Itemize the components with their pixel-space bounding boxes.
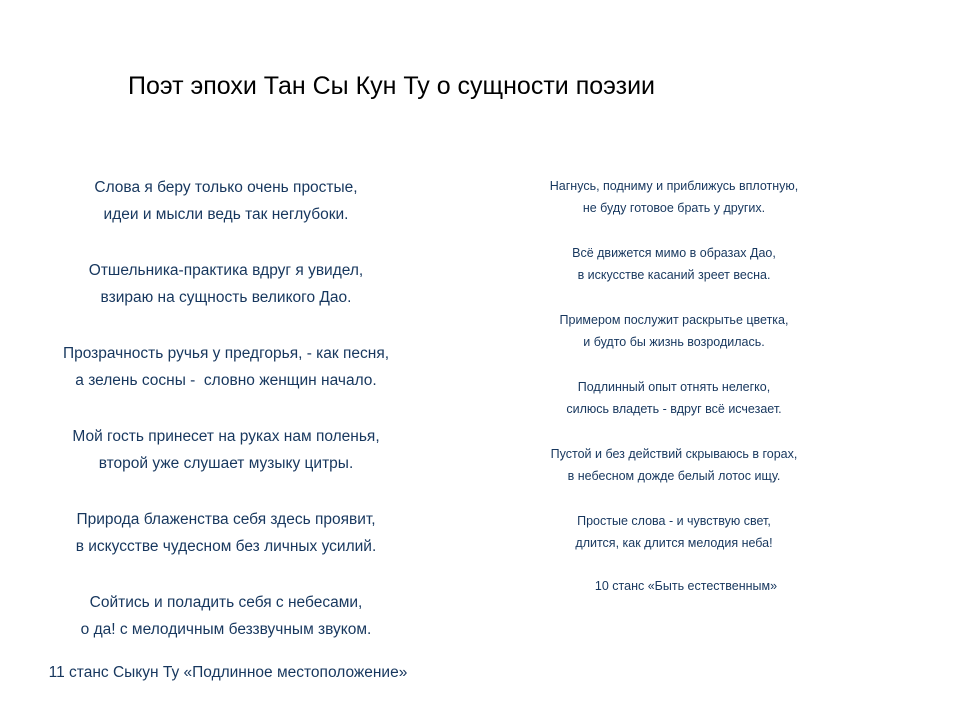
left-stanza-4 — [0, 423, 452, 477]
poem-line: и будто бы жизнь возродилась. — [583, 335, 765, 349]
left-stanza-6 — [0, 589, 452, 643]
right-stanza-2 — [504, 242, 844, 286]
poem-line: второй уже слушает музыку цитры. — [98, 455, 354, 472]
poem-line: длится, как длится мелодия неба! — [575, 536, 773, 550]
left-stanza-1 — [0, 174, 452, 228]
right-stanza-4 — [504, 376, 844, 420]
poem-line: Мой гость принесет на руках нам поленья, — [72, 428, 380, 445]
poem-line: Подлинный опыт отнять нелегко, — [577, 380, 771, 394]
right-poem-column — [504, 175, 844, 577]
poem-line: в небесном дожде белый лотос ищу. — [567, 469, 781, 483]
poem-line: Отшельника-практика вдруг я увидел, — [88, 262, 364, 279]
left-poem-caption: 11 станс Сыкун Ту «Подлинное местоположение» — [48, 664, 408, 681]
poem-line: Пустой и без действий скрываюсь в горах, — [550, 447, 798, 461]
poem-line: идеи и мысли ведь так неглубоки. — [103, 206, 349, 223]
poem-line: Сойтись и поладить себя с небесами, — [89, 594, 363, 611]
left-stanza-5 — [0, 506, 452, 560]
poem-line: Слова я беру только очень простые, — [94, 179, 358, 196]
left-poem-column — [0, 174, 452, 672]
poem-line: о да! с мелодичным беззвучным звуком. — [80, 621, 372, 638]
slide-title: Поэт эпохи Тан Сы Кун Ту о сущности поэзии — [128, 72, 656, 100]
poem-line: Природа блаженства себя здесь проявит, — [76, 511, 376, 528]
poem-line: не буду готовое брать у других. — [582, 201, 766, 215]
poem-line: Простые слова - и чувствую свет, — [577, 514, 771, 528]
left-stanza-3 — [0, 340, 452, 394]
poem-line: силюсь владеть - вдруг всё исчезает. — [566, 402, 782, 416]
right-poem-caption: 10 станс «Быть естественным» — [594, 579, 778, 593]
poem-line: в искусстве касаний зреет весна. — [577, 268, 771, 282]
poem-line: в искусстве чудесном без личных усилий. — [75, 538, 377, 555]
poem-line: Примером послужит раскрытье цветка, — [559, 313, 789, 327]
poem-line: Прозрачность ручья у предгорья, - как песня, — [62, 345, 390, 362]
right-stanza-1 — [504, 175, 844, 219]
right-stanza-5 — [504, 443, 844, 487]
poem-line: взираю на сущность великого Дао. — [100, 289, 352, 306]
right-stanza-6 — [504, 510, 844, 554]
poem-line: Нагнусь, подниму и приближусь вплотную, — [549, 179, 799, 193]
poem-line: а зелень сосны - словно женщин начало. — [75, 372, 377, 389]
right-stanza-3 — [504, 309, 844, 353]
left-stanza-2 — [0, 257, 452, 311]
poem-line: Всё движется мимо в образах Дао, — [572, 246, 776, 260]
